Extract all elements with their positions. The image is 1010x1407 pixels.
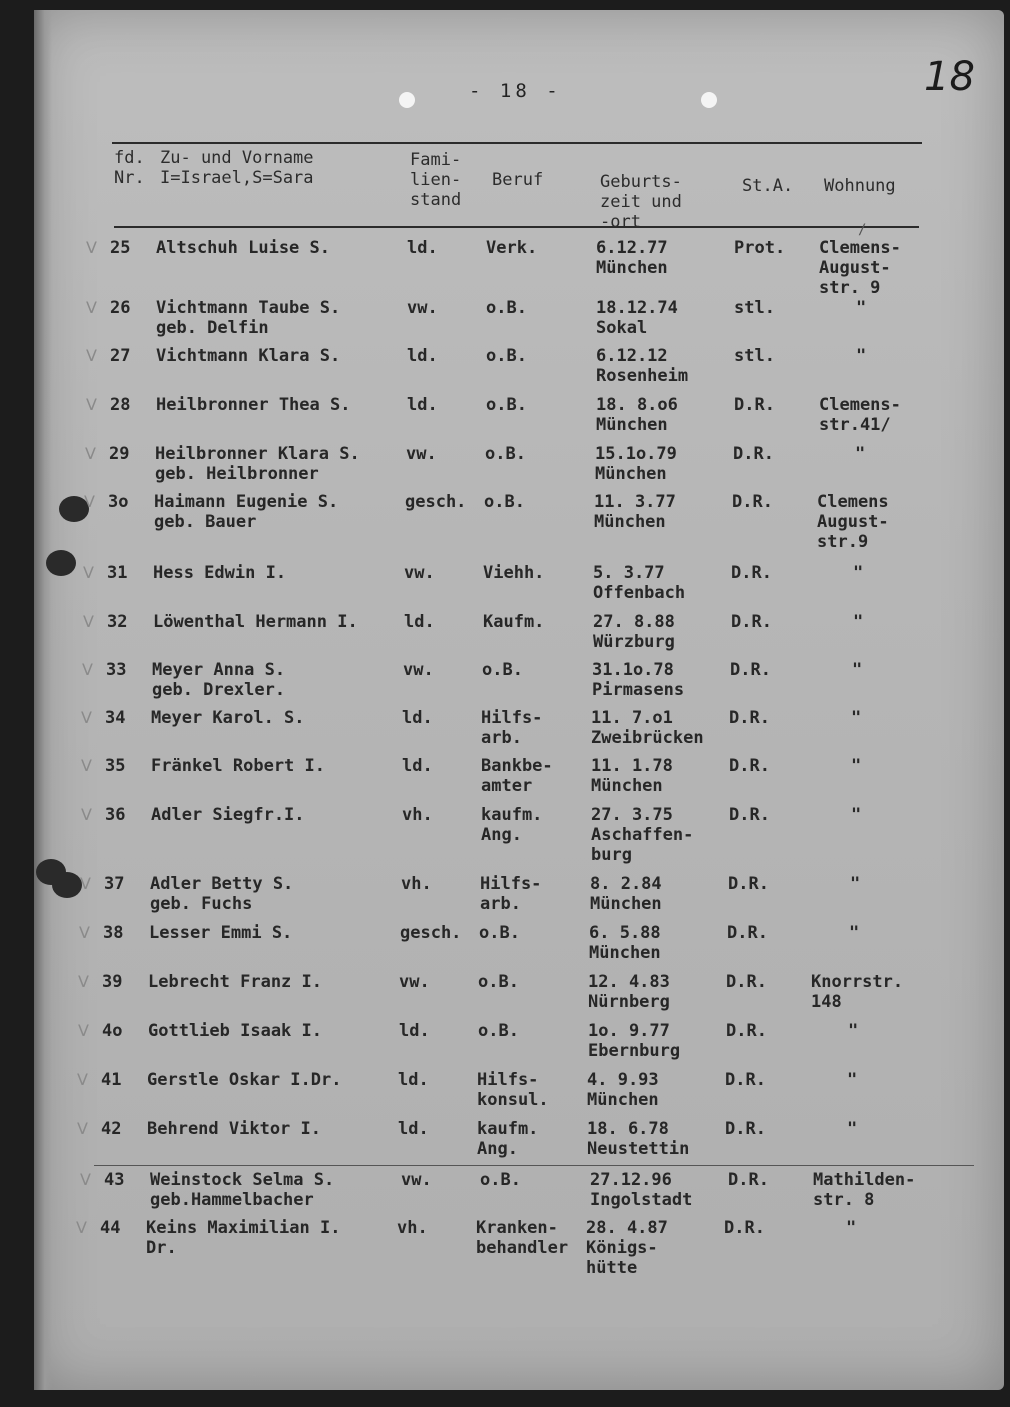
- pen-mark: /: [858, 222, 867, 238]
- check-mark: V: [78, 972, 89, 991]
- document-page: [34, 10, 1004, 1390]
- geburt-cell: 31.1o.78 Pirmasens: [592, 660, 685, 700]
- name-cell: Heilbronner Klara S. geb. Heilbronner: [155, 444, 360, 484]
- row-number: 31: [107, 563, 128, 583]
- check-mark: V: [77, 1070, 88, 1089]
- row-number: 29: [109, 444, 130, 464]
- sta-cell: D.R.: [726, 1021, 767, 1041]
- wohnung-cell: ": [850, 874, 861, 894]
- beruf-cell: o.B.: [482, 660, 523, 680]
- row-number: 44: [100, 1218, 121, 1238]
- beruf-cell: o.B.: [484, 492, 525, 512]
- familienstand-cell: ld.: [407, 346, 438, 366]
- familienstand-cell: ld.: [407, 238, 438, 258]
- beruf-cell: Kranken- behandler: [476, 1218, 569, 1258]
- wohnung-cell: ": [847, 1119, 858, 1139]
- sta-cell: D.R.: [728, 1170, 769, 1190]
- wohnung-cell: ": [847, 1070, 858, 1090]
- geburt-cell: 12. 4.83 Nürnberg: [588, 972, 670, 1012]
- familienstand-cell: ld.: [402, 756, 433, 776]
- geburt-cell: 6.12.77 München: [596, 238, 668, 278]
- wohnung-cell: ": [853, 563, 864, 583]
- sta-cell: D.R.: [729, 756, 770, 776]
- wohnung-cell: ": [856, 298, 867, 318]
- name-cell: Adler Betty S. geb. Fuchs: [150, 874, 294, 914]
- familienstand-cell: vw.: [403, 660, 434, 680]
- header-wohnung: Wohnung: [824, 176, 896, 196]
- name-cell: Löwenthal Hermann I.: [153, 612, 358, 632]
- check-mark: V: [76, 1218, 87, 1237]
- familienstand-cell: ld.: [407, 395, 438, 415]
- beruf-cell: o.B.: [480, 1170, 521, 1190]
- familienstand-cell: vw.: [399, 972, 430, 992]
- sta-cell: D.R.: [732, 492, 773, 512]
- name-cell: Adler Siegfr.I.: [151, 805, 305, 825]
- beruf-cell: o.B.: [486, 346, 527, 366]
- geburt-cell: 28. 4.87 Königs- hütte: [586, 1218, 668, 1278]
- check-mark: V: [79, 923, 90, 942]
- sta-cell: D.R.: [726, 972, 767, 992]
- check-mark: V: [86, 395, 97, 414]
- geburt-cell: 18.12.74 Sokal: [596, 298, 678, 338]
- row-number: 4o: [102, 1021, 123, 1041]
- geburt-cell: 27. 3.75 Aschaffen- burg: [591, 805, 694, 865]
- familienstand-cell: vh.: [397, 1218, 428, 1238]
- row-number: 32: [107, 612, 128, 632]
- row-number: 26: [110, 298, 131, 318]
- beruf-cell: Bankbe- amter: [481, 756, 553, 796]
- check-mark: V: [83, 612, 94, 631]
- name-cell: Lebrecht Franz I.: [148, 972, 322, 992]
- name-cell: Lesser Emmi S.: [149, 923, 293, 943]
- wohnung-cell: ": [852, 660, 863, 680]
- geburt-cell: 15.1o.79 München: [595, 444, 677, 484]
- check-mark: V: [84, 492, 95, 511]
- beruf-cell: Hilfs- arb.: [480, 874, 542, 914]
- familienstand-cell: gesch.: [400, 923, 462, 943]
- familienstand-cell: ld.: [402, 708, 433, 728]
- familienstand-cell: vw.: [406, 444, 437, 464]
- geburt-cell: 1o. 9.77 Ebernburg: [588, 1021, 681, 1061]
- check-mark: V: [81, 805, 92, 824]
- sta-cell: stl.: [734, 298, 775, 318]
- wohnung-cell: ": [851, 708, 862, 728]
- check-mark: V: [82, 660, 93, 679]
- wohnung-cell: Mathilden- str. 8: [813, 1170, 916, 1210]
- beruf-cell: Kaufm.: [483, 612, 545, 632]
- sta-cell: D.R.: [724, 1218, 765, 1238]
- familienstand-cell: vw.: [401, 1170, 432, 1190]
- header-familienstand: Fami- lien- stand: [410, 150, 462, 210]
- row-number: 37: [104, 874, 125, 894]
- sta-cell: Prot.: [734, 238, 786, 258]
- wohnung-cell: ": [853, 612, 864, 632]
- geburt-cell: 11. 7.o1 Zweibrücken: [591, 708, 704, 748]
- wohnung-cell: ": [848, 1021, 859, 1041]
- check-mark: V: [77, 1119, 88, 1138]
- familienstand-cell: vh.: [402, 805, 433, 825]
- sta-cell: D.R.: [729, 805, 770, 825]
- check-mark: V: [80, 874, 91, 893]
- beruf-cell: kaufm. Ang.: [477, 1119, 539, 1159]
- geburt-cell: 18. 6.78 Neustettin: [587, 1119, 690, 1159]
- geburt-cell: 27. 8.88 Würzburg: [593, 612, 675, 652]
- geburt-cell: 27.12.96 Ingolstadt: [590, 1170, 693, 1210]
- sta-cell: D.R.: [728, 874, 769, 894]
- wohnung-cell: ": [849, 923, 860, 943]
- sta-cell: D.R.: [725, 1119, 766, 1139]
- beruf-cell: o.B.: [485, 444, 526, 464]
- header-nr: fd. Nr.: [114, 148, 145, 188]
- familienstand-cell: ld.: [399, 1021, 430, 1041]
- familienstand-cell: ld.: [404, 612, 435, 632]
- check-mark: V: [83, 563, 94, 582]
- name-cell: Vichtmann Taube S. geb. Delfin: [156, 298, 341, 338]
- check-mark: V: [81, 708, 92, 727]
- geburt-cell: 8. 2.84 München: [590, 874, 662, 914]
- row-number: 39: [102, 972, 123, 992]
- wohnung-cell: ": [851, 805, 862, 825]
- page-number: - 18 -: [469, 80, 562, 102]
- row-number: 34: [105, 708, 126, 728]
- row-number: 41: [101, 1070, 122, 1090]
- wohnung-cell: Clemens August- str.9: [817, 492, 889, 552]
- beruf-cell: o.B.: [486, 298, 527, 318]
- familienstand-cell: vw.: [407, 298, 438, 318]
- wohnung-cell: ": [855, 444, 866, 464]
- name-cell: Gerstle Oskar I.Dr.: [147, 1070, 342, 1090]
- name-cell: Hess Edwin I.: [153, 563, 287, 583]
- sta-cell: D.R.: [730, 660, 771, 680]
- name-cell: Fränkel Robert I.: [151, 756, 325, 776]
- name-cell: Keins Maximilian I. Dr.: [146, 1218, 341, 1258]
- check-mark: V: [85, 444, 96, 463]
- beruf-cell: Viehh.: [483, 563, 545, 583]
- name-cell: Heilbronner Thea S.: [156, 395, 351, 415]
- geburt-cell: 11. 3.77 München: [594, 492, 676, 532]
- sta-cell: D.R.: [725, 1070, 766, 1090]
- check-mark: V: [86, 298, 97, 317]
- geburt-cell: 6.12.12 Rosenheim: [596, 346, 689, 386]
- familienstand-cell: ld.: [398, 1119, 429, 1139]
- familienstand-cell: gesch.: [405, 492, 467, 512]
- wohnung-cell: Knorrstr. 148: [811, 972, 904, 1012]
- row-number: 43: [104, 1170, 125, 1190]
- handwritten-page-number: 18: [924, 54, 975, 100]
- name-cell: Behrend Viktor I.: [147, 1119, 321, 1139]
- sta-cell: D.R.: [731, 563, 772, 583]
- row-number: 35: [105, 756, 126, 776]
- wohnung-cell: ": [856, 346, 867, 366]
- header-geburt: Geburts- zeit und -ort: [600, 172, 682, 232]
- sta-cell: D.R.: [727, 923, 768, 943]
- name-cell: Weinstock Selma S. geb.Hammelbacher: [150, 1170, 335, 1210]
- familienstand-cell: vh.: [401, 874, 432, 894]
- row-number: 27: [110, 346, 131, 366]
- geburt-cell: 4. 9.93 München: [587, 1070, 659, 1110]
- beruf-cell: Verk.: [486, 238, 538, 258]
- row-number: 38: [103, 923, 124, 943]
- name-cell: Meyer Karol. S.: [151, 708, 305, 728]
- name-cell: Vichtmann Klara S.: [156, 346, 341, 366]
- beruf-cell: Hilfs- arb.: [481, 708, 543, 748]
- geburt-cell: 6. 5.88 München: [589, 923, 661, 963]
- wohnung-cell: Clemens- str.41/: [819, 395, 901, 435]
- sta-cell: D.R.: [729, 708, 770, 728]
- geburt-cell: 5. 3.77 Offenbach: [593, 563, 686, 603]
- register-rows: [34, 10, 1004, 1390]
- check-mark: V: [80, 1170, 91, 1189]
- beruf-cell: o.B.: [486, 395, 527, 415]
- sta-cell: D.R.: [734, 395, 775, 415]
- familienstand-cell: vw.: [404, 563, 435, 583]
- beruf-cell: Hilfs- konsul.: [477, 1070, 549, 1110]
- row-number: 42: [101, 1119, 122, 1139]
- row-number: 33: [106, 660, 127, 680]
- name-cell: Meyer Anna S. geb. Drexler.: [152, 660, 286, 700]
- familienstand-cell: ld.: [398, 1070, 429, 1090]
- check-mark: V: [86, 346, 97, 365]
- header-staatsangehoerigkeit: St.A.: [742, 176, 794, 196]
- row-number: 3o: [108, 492, 129, 512]
- check-mark: V: [78, 1021, 89, 1040]
- geburt-cell: 11. 1.78 München: [591, 756, 673, 796]
- wohnung-cell: Clemens- August- str. 9: [819, 238, 901, 298]
- beruf-cell: o.B.: [479, 923, 520, 943]
- header-name: Zu- und Vorname I=Israel,S=Sara: [160, 148, 314, 188]
- sta-cell: stl.: [734, 346, 775, 366]
- wohnung-cell: ": [851, 756, 862, 776]
- name-cell: Altschuh Luise S.: [156, 238, 330, 258]
- sta-cell: D.R.: [731, 612, 772, 632]
- beruf-cell: o.B.: [478, 1021, 519, 1041]
- wohnung-cell: ": [846, 1218, 857, 1238]
- row-number: 28: [110, 395, 131, 415]
- row-number: 25: [110, 238, 131, 258]
- geburt-cell: 18. 8.o6 München: [596, 395, 678, 435]
- beruf-cell: o.B.: [478, 972, 519, 992]
- name-cell: Haimann Eugenie S. geb. Bauer: [154, 492, 339, 532]
- check-mark: V: [86, 238, 97, 257]
- header-beruf: Beruf: [492, 170, 544, 190]
- beruf-cell: kaufm. Ang.: [481, 805, 543, 845]
- check-mark: V: [81, 756, 92, 775]
- name-cell: Gottlieb Isaak I.: [148, 1021, 322, 1041]
- sta-cell: D.R.: [733, 444, 774, 464]
- row-number: 36: [105, 805, 126, 825]
